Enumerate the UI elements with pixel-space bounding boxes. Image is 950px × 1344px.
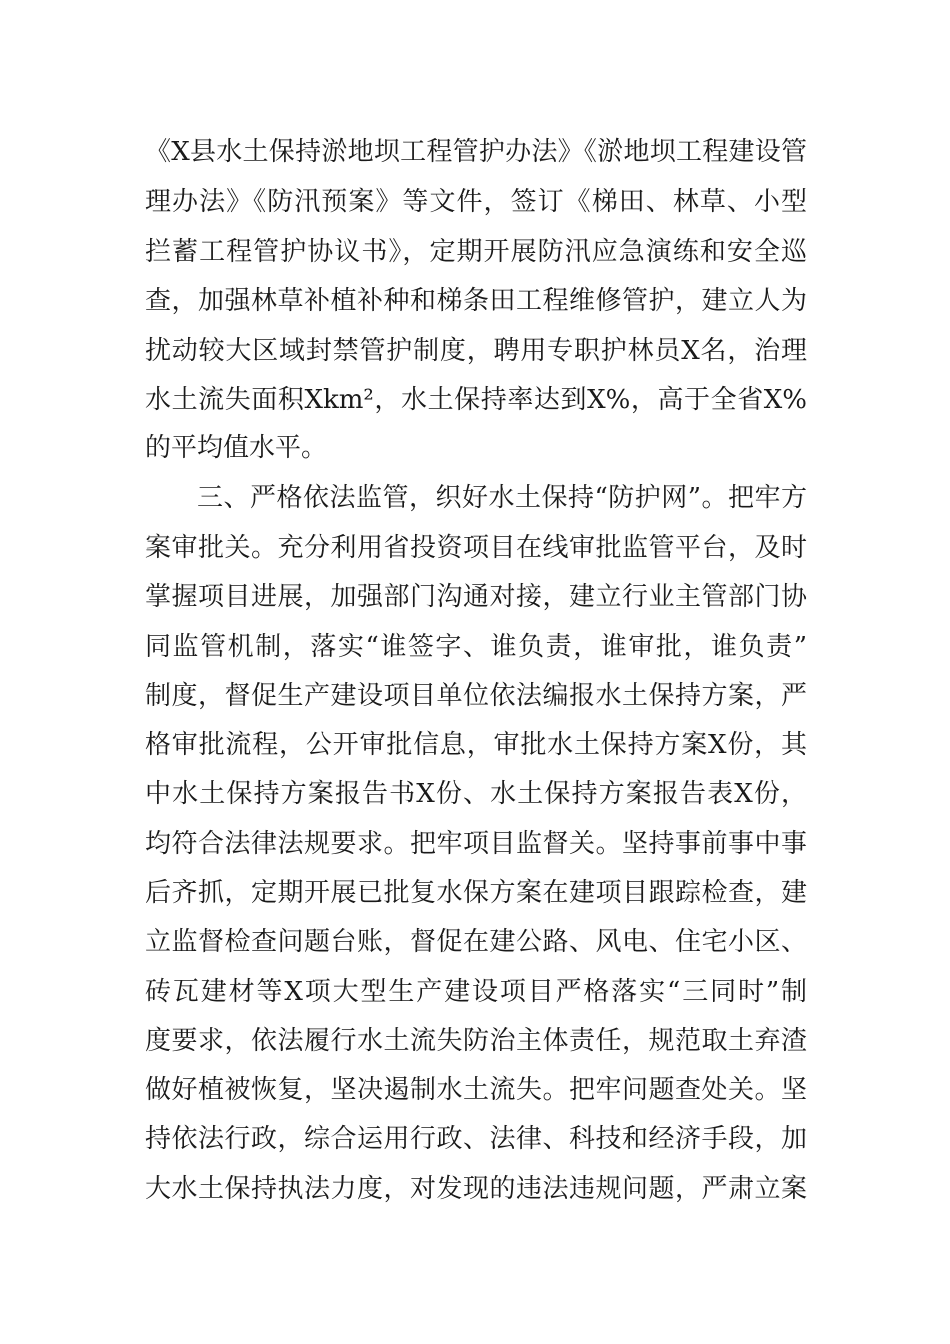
text-line-20: 做好植被恢复，坚决遏制水土流失。把牢问题查处关。坚 <box>145 1075 807 1105</box>
text-line-21: 持依法行政，综合运用行政、法律、科技和经济手段，加 <box>145 1124 807 1154</box>
text-line-16: 后齐抓，定期开展已批复水保方案在建项目跟踪检查，建 <box>145 878 807 908</box>
text-line-7: 的平均值水平。 <box>145 433 328 463</box>
text-line-13: 格审批流程，公开审批信息，审批水土保持方案X份，其 <box>145 730 807 760</box>
text-line-18: 砖瓦建材等X项大型生产建设项目严格落实“三同时”制 <box>145 977 807 1007</box>
text-line-9: 案审批关。充分利用省投资项目在线审批监管平台，及时 <box>145 533 807 563</box>
text-line-17: 立监督检查问题台账，督促在建公路、风电、住宅小区、 <box>145 927 807 957</box>
text-line-2: 理办法》《防汛预案》等文件，签订《梯田、林草、小型 <box>145 187 807 217</box>
section-heading-line: 三、严格依法监管，织好水土保持“防护网”。把牢方 <box>197 483 807 513</box>
text-line-5: 扰动较大区域封禁管护制度，聘用专职护林员X名，治理 <box>145 336 807 366</box>
text-line-14: 中水土保持方案报告书X份、水土保持方案报告表X份， <box>145 779 807 809</box>
text-line-15: 均符合法律法规要求。把牢项目监督关。坚持事前事中事 <box>145 829 807 859</box>
text-line-1: 《X县水土保持淤地坝工程管护办法》《淤地坝工程建设管 <box>145 137 807 167</box>
text-line-6: 水土流失面积Xkm²，水土保持率达到X%，高于全省X% <box>145 385 807 415</box>
text-line-11: 同监管机制，落实“谁签字、谁负责，谁审批，谁负责” <box>145 632 807 662</box>
text-line-22: 大水土保持执法力度，对发现的违法违规问题，严肃立案 <box>145 1174 807 1204</box>
text-line-4: 查，加强林草补植补种和梯条田工程维修管护，建立人为 <box>145 286 807 316</box>
text-line-3: 拦蓄工程管护协议书》，定期开展防汛应急演练和安全巡 <box>145 237 807 267</box>
text-line-19: 度要求，依法履行水土流失防治主体责任，规范取土弃渣 <box>145 1026 807 1056</box>
text-line-10: 掌握项目进展，加强部门沟通对接，建立行业主管部门协 <box>145 582 807 612</box>
text-line-12: 制度，督促生产建设项目单位依法编报水土保持方案，严 <box>145 681 807 711</box>
